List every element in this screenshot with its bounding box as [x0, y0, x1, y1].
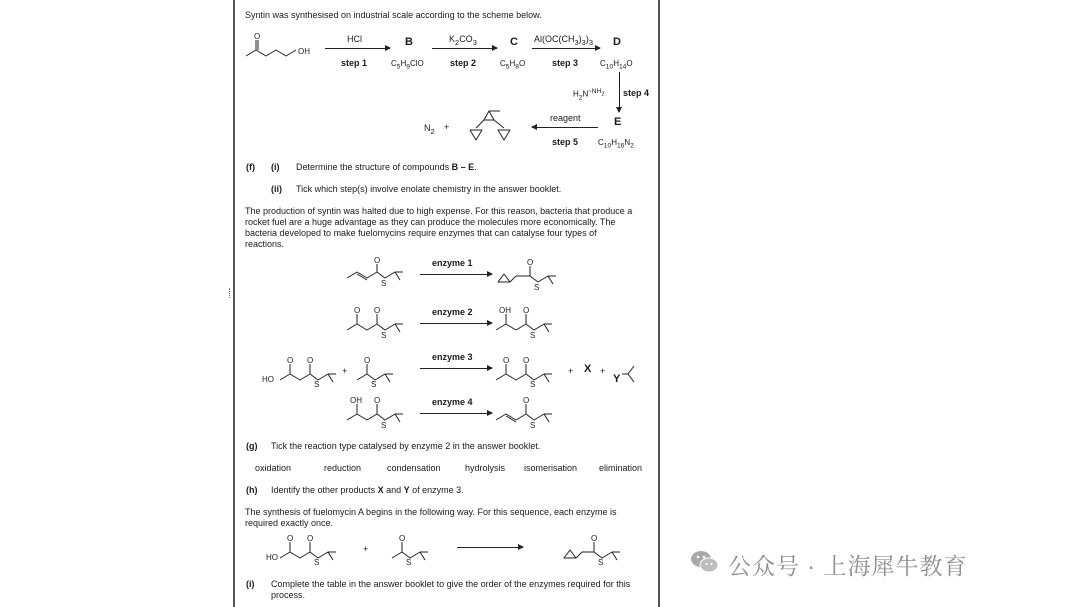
- compound-b-formula: $C_5H_9ClO$: [391, 59, 424, 71]
- option-oxidation: oxidation: [255, 463, 292, 473]
- enzyme3-arrow: [420, 368, 492, 369]
- step2-arrow: [432, 48, 497, 49]
- step1-arrow: [325, 48, 390, 49]
- enzyme1-product: [494, 258, 574, 292]
- svg-text:S: S: [381, 279, 387, 288]
- svg-text:HO: HO: [262, 375, 274, 384]
- enzyme1-substrate: [345, 256, 425, 288]
- option-elimination: elimination: [599, 463, 643, 473]
- option-hydrolysis: hydrolysis: [465, 463, 506, 473]
- svg-text:O: O: [307, 534, 314, 543]
- enzyme1-arrow: [420, 274, 492, 275]
- svg-text:O: O: [354, 306, 361, 315]
- step2-label: step 2: [450, 58, 477, 68]
- svg-text:HO: HO: [266, 553, 278, 562]
- svg-text:O: O: [591, 534, 598, 543]
- step5-label: step 5: [552, 137, 579, 147]
- step5-arrow: [532, 127, 598, 128]
- step5-reagent: reagent: [550, 113, 581, 123]
- step1-label: step 1: [341, 58, 368, 68]
- svg-text:S: S: [598, 558, 604, 567]
- synthesis-plus: +: [363, 544, 369, 554]
- svg-text:O: O: [523, 396, 530, 405]
- starting-material-structure: [244, 32, 324, 62]
- enzyme3-plus-1: +: [342, 366, 348, 376]
- synthesis-paragraph: The synthesis of fuelomycin A begins in the following way. For this sequence, each enzyme is required exactly once.: [245, 507, 617, 528]
- compound-c-label: C: [510, 36, 518, 48]
- svg-text:O: O: [523, 306, 530, 315]
- watermark-text: 公众号 · 上海犀牛教育: [728, 553, 968, 579]
- plus-sign: +: [444, 122, 450, 132]
- step3-label: step 3: [552, 58, 579, 68]
- svg-text:S: S: [530, 380, 536, 389]
- enzyme3-substrate-acetyl: [355, 356, 411, 388]
- compound-b-label: B: [405, 36, 413, 48]
- svg-text:O: O: [364, 356, 371, 365]
- step3-reagent: $Al(OC(CH_3)_3)_3$: [534, 34, 594, 47]
- svg-text:O: O: [399, 534, 406, 543]
- enzyme4-product: [494, 398, 574, 428]
- q-f-i-text: Determine the structure of compounds B – E.: [296, 162, 477, 172]
- enzyme3-product: [494, 356, 574, 388]
- svg-text:O: O: [503, 356, 510, 365]
- svg-text:S: S: [314, 558, 320, 567]
- enzyme4-substrate: [345, 398, 425, 428]
- enzyme1-label: enzyme 1: [432, 258, 473, 268]
- page-border-left: [233, 0, 235, 607]
- q-g-text: Tick the reaction type catalysed by enzyme 2 in the answer booklet.: [271, 441, 541, 451]
- svg-text:O: O: [527, 258, 534, 267]
- margin-mark: [229, 288, 234, 298]
- step3-arrow: [532, 48, 600, 49]
- svg-text:O: O: [287, 534, 294, 543]
- enzyme3-substrate-malonyl: [262, 356, 348, 388]
- enzyme2-substrate: [345, 306, 425, 340]
- wechat-icon: [690, 549, 720, 575]
- synthesis-product: [560, 534, 640, 566]
- step4-label: step 4: [623, 88, 650, 98]
- svg-text:O: O: [374, 306, 381, 315]
- q-f-label: (f): [246, 162, 255, 172]
- synthesis-arrow: [457, 547, 523, 548]
- product-x-label: X: [584, 363, 592, 375]
- svg-text:S: S: [534, 283, 540, 292]
- q-f-ii-label: (ii): [271, 184, 282, 194]
- enzyme3-label: enzyme 3: [432, 352, 473, 362]
- svg-text:O: O: [374, 256, 381, 265]
- atom-oh: OH: [298, 47, 310, 56]
- syntin-structure: [458, 106, 534, 146]
- q-f-i-label: (i): [271, 162, 280, 172]
- intro-text: Syntin was synthesised on industrial scale according to the scheme below.: [245, 10, 542, 20]
- svg-text:S: S: [314, 380, 320, 389]
- enzyme2-product: [494, 306, 574, 340]
- svg-text:S: S: [381, 331, 387, 340]
- page-border-right: [658, 0, 660, 607]
- option-reduction: reduction: [324, 463, 362, 473]
- q-g-label: (g): [246, 441, 258, 451]
- enzyme4-arrow: [420, 413, 492, 414]
- q-i-label: (i): [246, 579, 255, 589]
- q-f-ii-text: Tick which step(s) involve enolate chemistry in the answer booklet.: [296, 184, 562, 194]
- svg-text:O: O: [307, 356, 314, 365]
- option-isomerisation: isomerisation: [524, 463, 578, 473]
- svg-text:O: O: [374, 396, 381, 405]
- compound-e-label: E: [614, 116, 622, 128]
- enzyme4-label: enzyme 4: [432, 397, 473, 407]
- q-h-label: (h): [246, 485, 258, 495]
- synthesis-substrate-malonyl: [262, 534, 348, 566]
- enzyme3-plus-3: +: [600, 366, 606, 376]
- compound-d-formula: $C_{10}H_{14}O$: [600, 59, 633, 71]
- svg-text:S: S: [381, 421, 387, 430]
- atom-o: O: [254, 32, 261, 41]
- compound-e-formula: $C_{10}H_{16}N_2$: [598, 138, 634, 150]
- enzyme2-label: enzyme 2: [432, 307, 473, 317]
- svg-text:O: O: [523, 356, 530, 365]
- q-h-text: Identify the other products X and Y of enzyme 3.: [271, 485, 464, 495]
- step2-reagent: $K_2CO_3$: [449, 34, 477, 47]
- product-y-label: Y: [613, 373, 621, 385]
- svg-text:S: S: [530, 331, 536, 340]
- step1-reagent: HCl: [347, 34, 362, 44]
- step4-reagent: $H_2N^{\sim NH_2}$: [573, 88, 605, 102]
- enzyme2-arrow: [420, 323, 492, 324]
- svg-text:OH: OH: [499, 306, 511, 315]
- svg-text:O: O: [287, 356, 294, 365]
- production-paragraph: The production of syntin was halted due to high expense. For this reason, bacteria that produce a rocket fuel are a huge advantage as they can produce the molecules more economically. The bacteria developed to make fuelomycins require enzymes that can catalyse four types of reactions.: [245, 206, 633, 249]
- step4-arrow: [619, 72, 620, 112]
- product-y-structure: [620, 364, 640, 384]
- n2-product: $N_2$: [424, 123, 435, 136]
- svg-text:S: S: [406, 558, 412, 567]
- svg-text:OH: OH: [350, 396, 362, 405]
- enzyme3-plus-2: +: [568, 366, 574, 376]
- synthesis-substrate-acetyl: [390, 534, 446, 566]
- svg-text:S: S: [530, 421, 536, 430]
- compound-c-formula: $C_5H_8O$: [500, 59, 526, 71]
- svg-text:S: S: [371, 380, 377, 389]
- option-condensation: condensation: [387, 463, 441, 473]
- compound-d-label: D: [613, 36, 621, 48]
- q-i-text: Complete the table in the answer booklet to give the order of the enzymes required for this process.: [271, 579, 631, 600]
